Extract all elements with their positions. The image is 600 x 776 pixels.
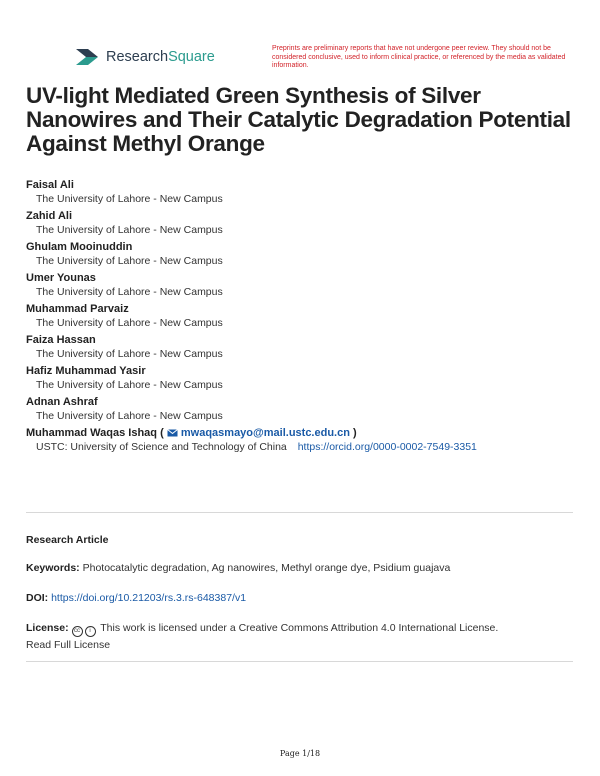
author-name: Muhammad Waqas Ishaq: [26, 427, 158, 439]
author-name: Faiza Hassan: [26, 334, 96, 346]
license: [26, 622, 498, 637]
author-entry: [26, 364, 586, 395]
doi: [26, 592, 246, 604]
email-icon: [167, 429, 178, 437]
cc-icon: cc: [72, 626, 83, 637]
author-name: Hafiz Muhammad Yasir: [26, 365, 146, 377]
research-square-logo-icon: [74, 47, 100, 67]
author-name: Faisal Ali: [26, 179, 74, 191]
author-affiliation: The University of Lahore - New Campus: [36, 193, 223, 205]
author-name: Zahid Ali: [26, 210, 73, 222]
author-name: Umer Younas: [26, 272, 96, 284]
preprint-notice: Preprints are preliminary reports that have not undergone peer review. They should not be considered conclusive, used to inform clinical practice, or referenced by the media as validated information.: [272, 45, 566, 70]
doi-link[interactable]: https://doi.org/10.21203/rs.3.rs-648387/v1: [51, 592, 247, 604]
keywords: [26, 562, 450, 574]
author-affiliation: USTC: University of Science and Technology of China: [36, 441, 287, 453]
author-entry: [26, 395, 586, 426]
corresponding-author: Muhammad Waqas Ishaq ( mwaqasmayo@mail.ustc.edu.cn ) USTC: University of Science and Technology of China https://orcid.org/0000-0002-7549-3351: [26, 427, 477, 453]
page-number: Page 1/18: [279, 749, 321, 758]
author-list: [26, 178, 586, 457]
author-affiliation: The University of Lahore - New Campus: [36, 286, 223, 298]
author-entry: [26, 333, 586, 364]
author-name: Adnan Ashraf: [26, 396, 98, 408]
corresponding-email-link[interactable]: mwaqasmayo@mail.ustc.edu.cn: [180, 427, 350, 439]
author-affiliation: The University of Lahore - New Campus: [36, 224, 223, 236]
read-full-license-link[interactable]: Read Full License: [26, 639, 111, 651]
author-affiliation: The University of Lahore - New Campus: [36, 255, 223, 267]
author-affiliation: The University of Lahore - New Campus: [36, 348, 223, 360]
author-entry: [26, 302, 586, 333]
attribution-icon: i: [85, 626, 96, 637]
author-affiliation: The University of Lahore - New Campus: [36, 317, 223, 329]
author-entry: [26, 240, 586, 271]
keywords-value: Photocatalytic degradation, Ag nanowires, Methyl orange dye, Psidium guajava: [82, 562, 451, 574]
paper-title: UV-light Mediated Green Synthesis of Silver Nanowires and Their Catalytic Degradation Potential Against Methyl Orange: [26, 83, 571, 156]
doi-label: DOI:: [26, 592, 49, 604]
logo-text: ResearchSquare: [106, 49, 215, 65]
author-affiliation: The University of Lahore - New Campus: [36, 410, 223, 422]
author-entry: [26, 271, 586, 302]
author-affiliation: The University of Lahore - New Campus: [36, 379, 223, 391]
license-text: This work is licensed under a Creative Commons Attribution 4.0 International License.: [100, 622, 499, 634]
author-name: Ghulam Mooinuddin: [26, 241, 133, 253]
author-entry: [26, 178, 586, 209]
orcid-link[interactable]: https://orcid.org/0000-0002-7549-3351: [297, 441, 477, 453]
article-type: Research Article: [26, 534, 109, 546]
divider: [26, 661, 573, 662]
author-entry: [26, 209, 586, 240]
license-label: License:: [26, 622, 69, 634]
keywords-label: Keywords:: [26, 562, 80, 574]
research-square-logo[interactable]: [74, 47, 215, 67]
divider: [26, 512, 573, 513]
author-name: Muhammad Parvaiz: [26, 303, 129, 315]
